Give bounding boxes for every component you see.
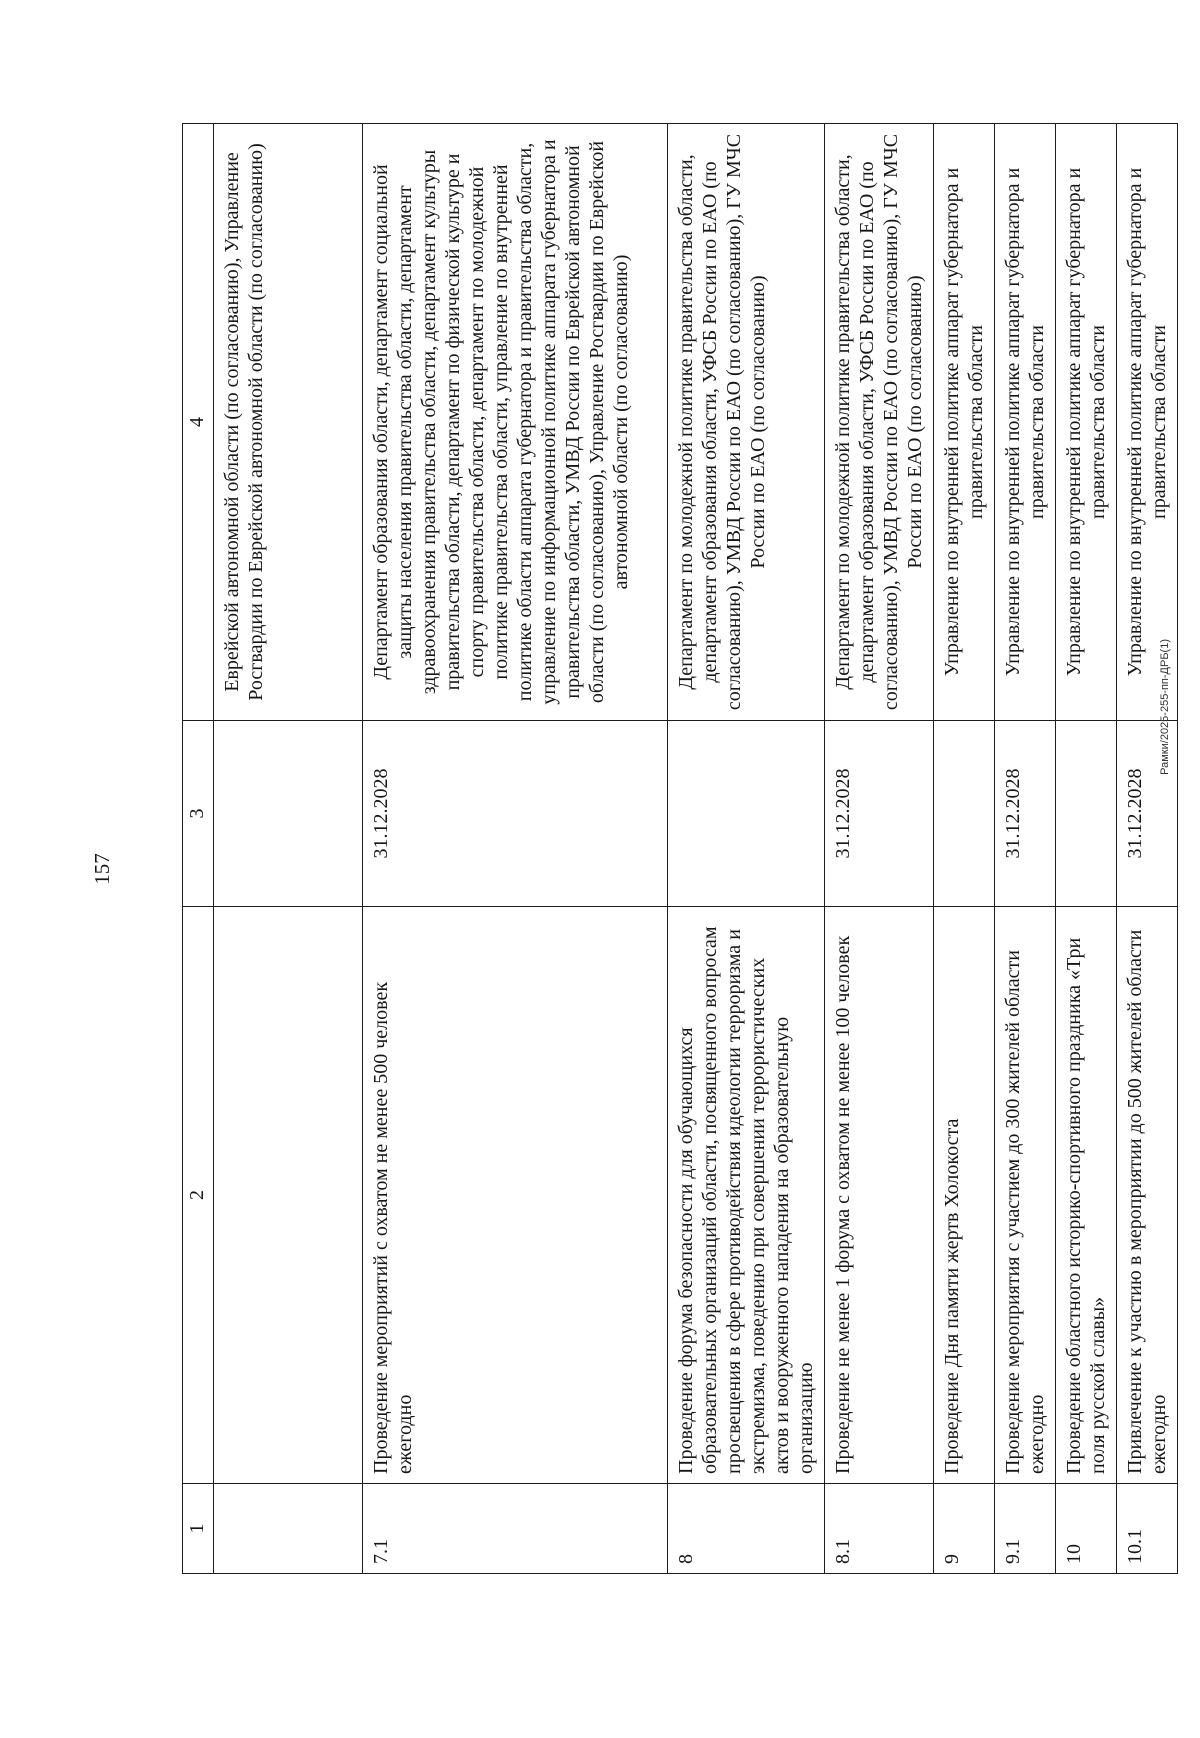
table-row: [825, 124, 934, 1574]
row-number: [214, 1484, 363, 1574]
row-responsible: Еврейской автономной области (по согласованию), Управление Росгвардии по Еврейской автономной области (по согласованию): [214, 124, 363, 721]
row-number: 8.1: [825, 1484, 934, 1574]
row-date: 31.12.2028: [363, 721, 668, 907]
table-row: [995, 124, 1056, 1574]
events-table: [182, 123, 1178, 1574]
row-number: 9.1: [995, 1484, 1056, 1574]
row-responsible: Департамент по молодежной политике правительства области, департамент образования области, УФСБ России по ЕАО (по согласованию), УМВД России по ЕАО (по согласованию), ГУ МЧС России по ЕАО (по согласованию): [668, 124, 825, 721]
row-date: 31.12.2028: [995, 721, 1056, 907]
row-event: Проведение не менее 1 форума с охватом не менее 100 человек: [825, 907, 934, 1484]
row-responsible: Управление по внутренней политике аппарат губернатора и правительства области: [995, 124, 1056, 721]
row-event: Проведение областного историко-спортивного праздника «Три поля русской славы»: [1056, 907, 1117, 1484]
header-col-3: 3: [183, 721, 214, 907]
table-row: [1056, 124, 1117, 1574]
row-event: [214, 907, 363, 1484]
row-responsible: Департамент по молодежной политике правительства области, департамент образования области, УФСБ России по ЕАО (по согласованию), УМВД России по ЕАО (по согласованию), ГУ МЧС России по ЕАО (по согласованию): [825, 124, 934, 721]
row-event: Привлечение к участию в мероприятии до 500 жителей области ежегодно: [1117, 907, 1178, 1484]
row-number: 10: [1056, 1484, 1117, 1574]
row-responsible: Департамент образования области, департамент социальной защиты населения правительства области, департамент здравоохранения правительства области, департамент культуры правительства области, департамент по физической культуре и спорту правительства области, департамент по молодежной политике правительства области, управление по внутренней политике области аппарата губернатора и правительства области, управление по информационной политике аппарата губернатора и правительства области, УМВД России по Еврейской автономной области (по согласованию), Управление Росгвардии по Еврейской автономной области (по согласованию): [363, 124, 668, 721]
row-date: [934, 721, 995, 907]
row-date: 31.12.2028: [1117, 721, 1178, 907]
row-date: [214, 721, 363, 907]
table-header-row: [183, 124, 214, 1574]
header-col-1: 1: [183, 1484, 214, 1574]
table-row: [363, 124, 668, 1574]
row-number: 9: [934, 1484, 995, 1574]
row-number: 10.1: [1117, 1484, 1178, 1574]
header-col-2: 2: [183, 907, 214, 1484]
row-responsible: Управление по внутренней политике аппарат губернатора и правительства области: [1117, 124, 1178, 721]
table-row: [214, 124, 363, 1574]
header-col-4: 4: [183, 124, 214, 721]
row-date: [1056, 721, 1117, 907]
row-date: 31.12.2028: [825, 721, 934, 907]
row-number: 7.1: [363, 1484, 668, 1574]
page-number: 157: [90, 853, 114, 885]
row-event: Проведение мероприятия с участием до 300 жителей области ежегодно: [995, 907, 1056, 1484]
row-event: Проведение форума безопасности для обучающихся образовательных организаций области, посвященного вопросам просвещения в сфере противодействия идеологии терроризма и экстремизма, поведению при совершении террористических актов и вооруженного нападения на образовательную организацию: [668, 907, 825, 1484]
document-footer-code: Рамки/2025-255-пп-ДРБ(1): [1159, 639, 1171, 775]
row-number: 8: [668, 1484, 825, 1574]
row-event: Проведение Дня памяти жертв Холокоста: [934, 907, 995, 1484]
row-responsible: Управление по внутренней политике аппарат губернатора и правительства области: [1056, 124, 1117, 721]
table-row: [934, 124, 995, 1574]
row-event: Проведение мероприятий с охватом не менее 500 человек ежегодно: [363, 907, 668, 1484]
row-date: [668, 721, 825, 907]
row-responsible: Управление по внутренней политике аппарат губернатора и правительства области: [934, 124, 995, 721]
table-row: [668, 124, 825, 1574]
